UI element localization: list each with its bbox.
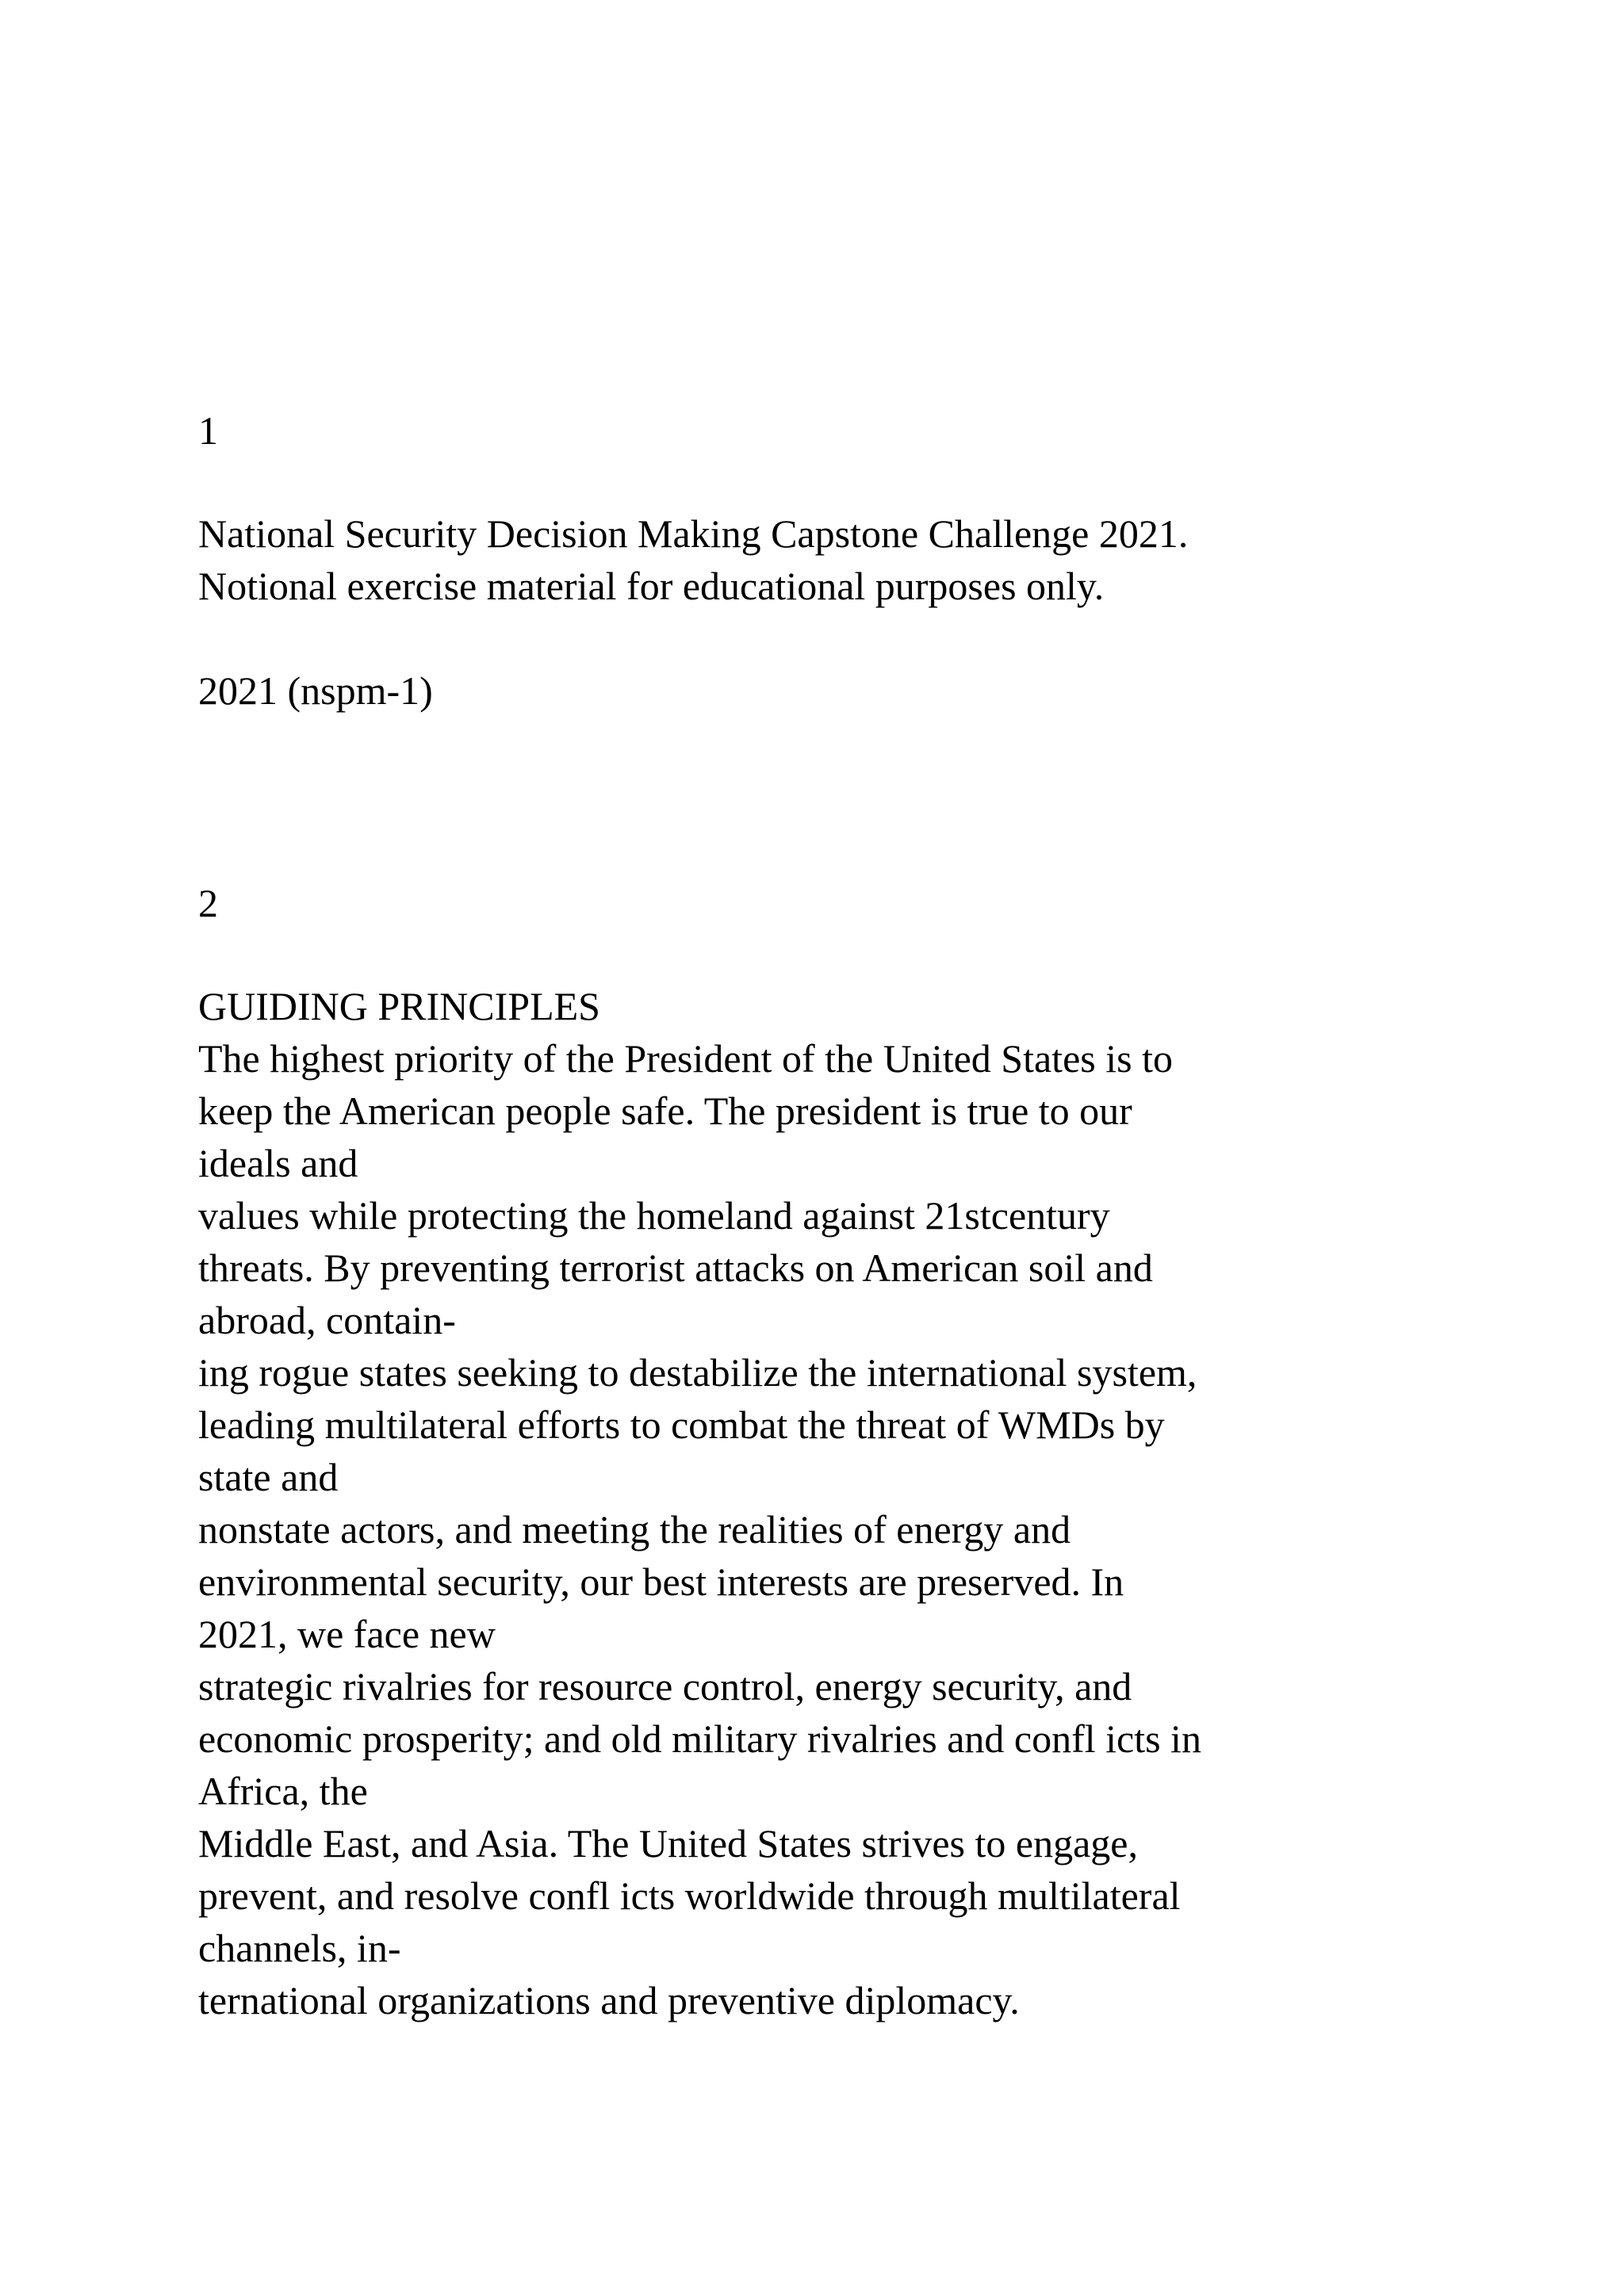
- header-line: Notional exercise material for educational purposes only.: [198, 564, 1105, 608]
- header-line: National Security Decision Making Capstone Challenge 2021.: [198, 511, 1189, 556]
- document-identifier: [198, 664, 1594, 717]
- body-line: environmental security, our best interests are preserved. In: [198, 1559, 1124, 1604]
- body-line: 2021, we face new: [198, 1612, 496, 1656]
- body-line: The highest priority of the President of the United States is to: [198, 1036, 1173, 1081]
- body-line: Middle East, and Asia. The United States strives to engage,: [198, 1821, 1138, 1866]
- document-identifier-text: 2021 (nspm-1): [198, 668, 433, 713]
- body-line: threats. By preventing terrorist attacks on American soil and: [198, 1246, 1153, 1290]
- body-line: channels, in-: [198, 1926, 401, 1970]
- body-line: ideals and: [198, 1141, 358, 1185]
- guiding-principles-section: [198, 980, 1594, 2026]
- page-number-text: 1: [198, 408, 218, 453]
- body-line: state and: [198, 1455, 339, 1499]
- body-line: keep the American people safe. The president is true to our: [198, 1089, 1132, 1133]
- body-line: ing rogue states seeking to destabilize the international system,: [198, 1350, 1197, 1395]
- body-line: economic prosperity; and old military rivalries and confl icts in: [198, 1716, 1201, 1761]
- body-line: strategic rivalries for resource control, energy security, and: [198, 1664, 1132, 1709]
- body-line: prevent, and resolve confl icts worldwide through multilateral: [198, 1873, 1181, 1918]
- body-line: nonstate actors, and meeting the realities of energy and: [198, 1507, 1071, 1552]
- body-line: leading multilateral efforts to combat the threat of WMDs by: [198, 1402, 1165, 1447]
- body-line: abroad, contain-: [198, 1298, 456, 1342]
- body-line: ternational organizations and preventive diplomacy.: [198, 1978, 1020, 2022]
- exercise-header: [198, 507, 1594, 612]
- section-heading: GUIDING PRINCIPLES: [198, 984, 600, 1028]
- page-number-text: 2: [198, 881, 218, 925]
- body-line: Africa, the: [198, 1769, 368, 1813]
- body-line: values while protecting the homeland against 21stcentury: [198, 1193, 1110, 1238]
- page-number-1: [198, 404, 1594, 457]
- page-number-2: [198, 877, 1594, 929]
